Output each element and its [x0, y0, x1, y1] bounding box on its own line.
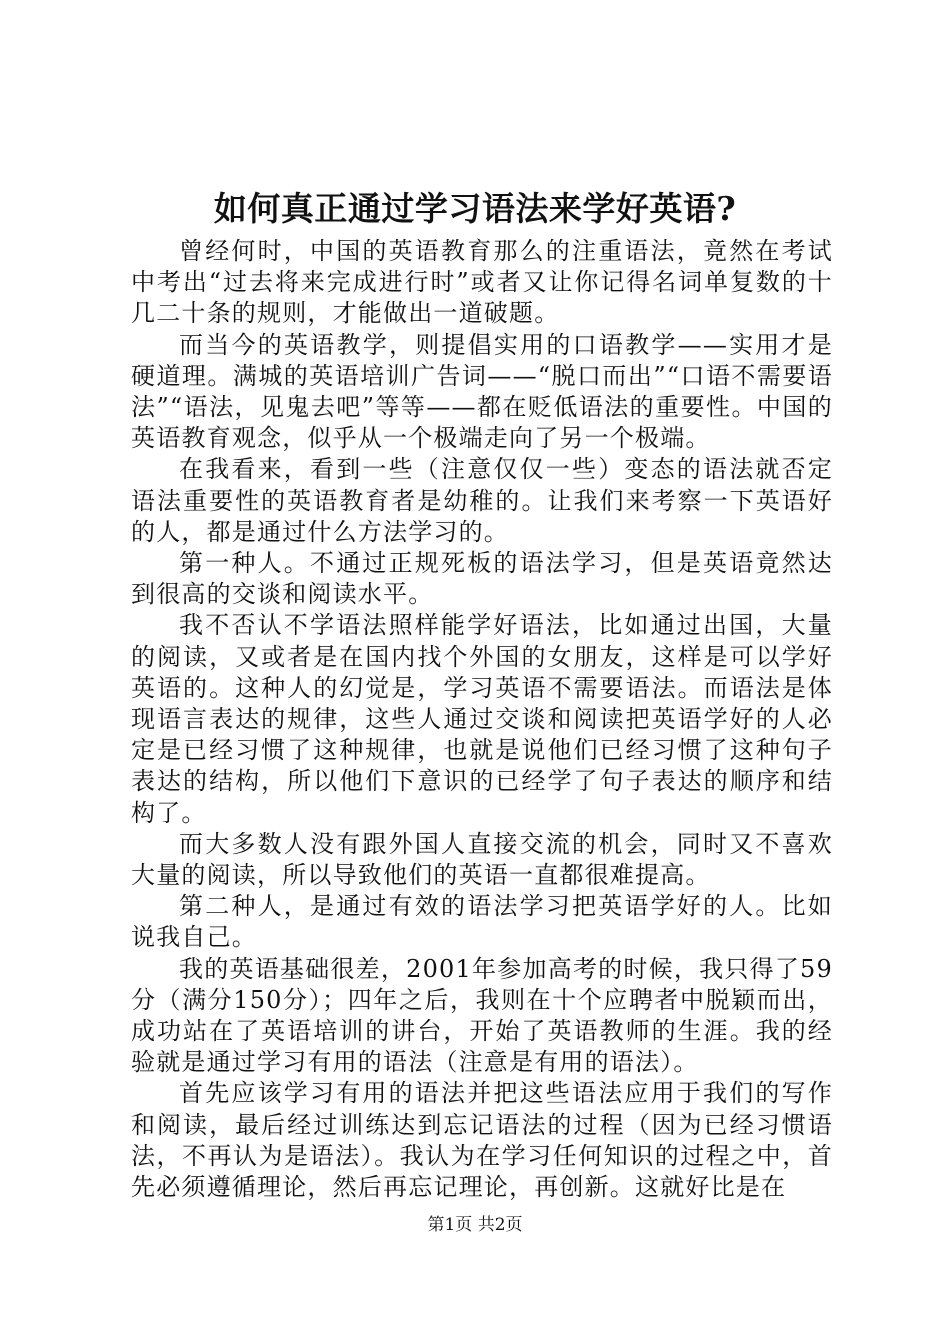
document-body: [131, 236, 833, 1203]
paragraph: 首先应该学习有用的语法并把这些语法应用于我们的写作和阅读，最后经过训练达到忘记语法的过程（因为已经习惯语法，不再认为是语法）。我认为在学习任何知识的过程之中，首先必须遵循理论，然后再忘记理论，再创新。这就好比是在: [131, 1079, 833, 1202]
paragraph: 我的英语基础很差，2001年参加高考的时候，我只得了59分（满分150分）；四年之后，我则在十个应聘者中脱颖而出，成功站在了英语培训的讲台，开始了英语教师的生涯。我的经验就是通过学习有用的语法（注意是有用的语法）。: [131, 954, 833, 1077]
paragraph: 而当今的英语教学，则提倡实用的口语教学——实用才是硬道理。满城的英语培训广告词——“脱口而出”“口语不需要语法”“语法，见鬼去吧”等等——都在贬低语法的重要性。中国的英语教育观念，似乎从一个极端走向了另一个极端。: [131, 330, 833, 453]
page-number-footer: 第1页 共2页: [427, 1215, 523, 1235]
paragraph: 第二种人，是通过有效的语法学习把英语学好的人。比如说我自己。: [131, 892, 833, 952]
document-title: 如何真正通过学习语法来学好英语?: [213, 189, 737, 228]
paragraph: 而大多数人没有跟外国人直接交流的机会，同时又不喜欢大量的阅读，所以导致他们的英语一直都很难提高。: [131, 829, 833, 890]
paragraph: 在我看来，看到一些（注意仅仅一些）变态的语法就否定语法重要性的英语教育者是幼稚的。让我们来考察一下英语好的人，都是通过什么方法学习的。: [131, 455, 833, 546]
paragraph: 第一种人。不通过正规死板的语法学习，但是英语竟然达到很高的交谈和阅读水平。: [131, 549, 833, 609]
paragraph: 我不否认不学语法照样能学好语法，比如通过出国，大量的阅读，又或者是在国内找个外国的女朋友，这样是可以学好英语的。这种人的幻觉是，学习英语不需要语法。而语法是体现语言表达的规律，这些人通过交谈和阅读把英语学好的人必定是已经习惯了这种规律，也就是说他们已经习惯了这种句子表达的结构，所以他们下意识的已经学了句子表达的顺序和结构了。: [131, 611, 833, 827]
paragraph: 曾经何时，中国的英语教育那么的注重语法，竟然在考试中考出“过去将来完成进行时”或者又让你记得名词单复数的十几二十条的规则，才能做出一道破题。: [131, 237, 833, 328]
